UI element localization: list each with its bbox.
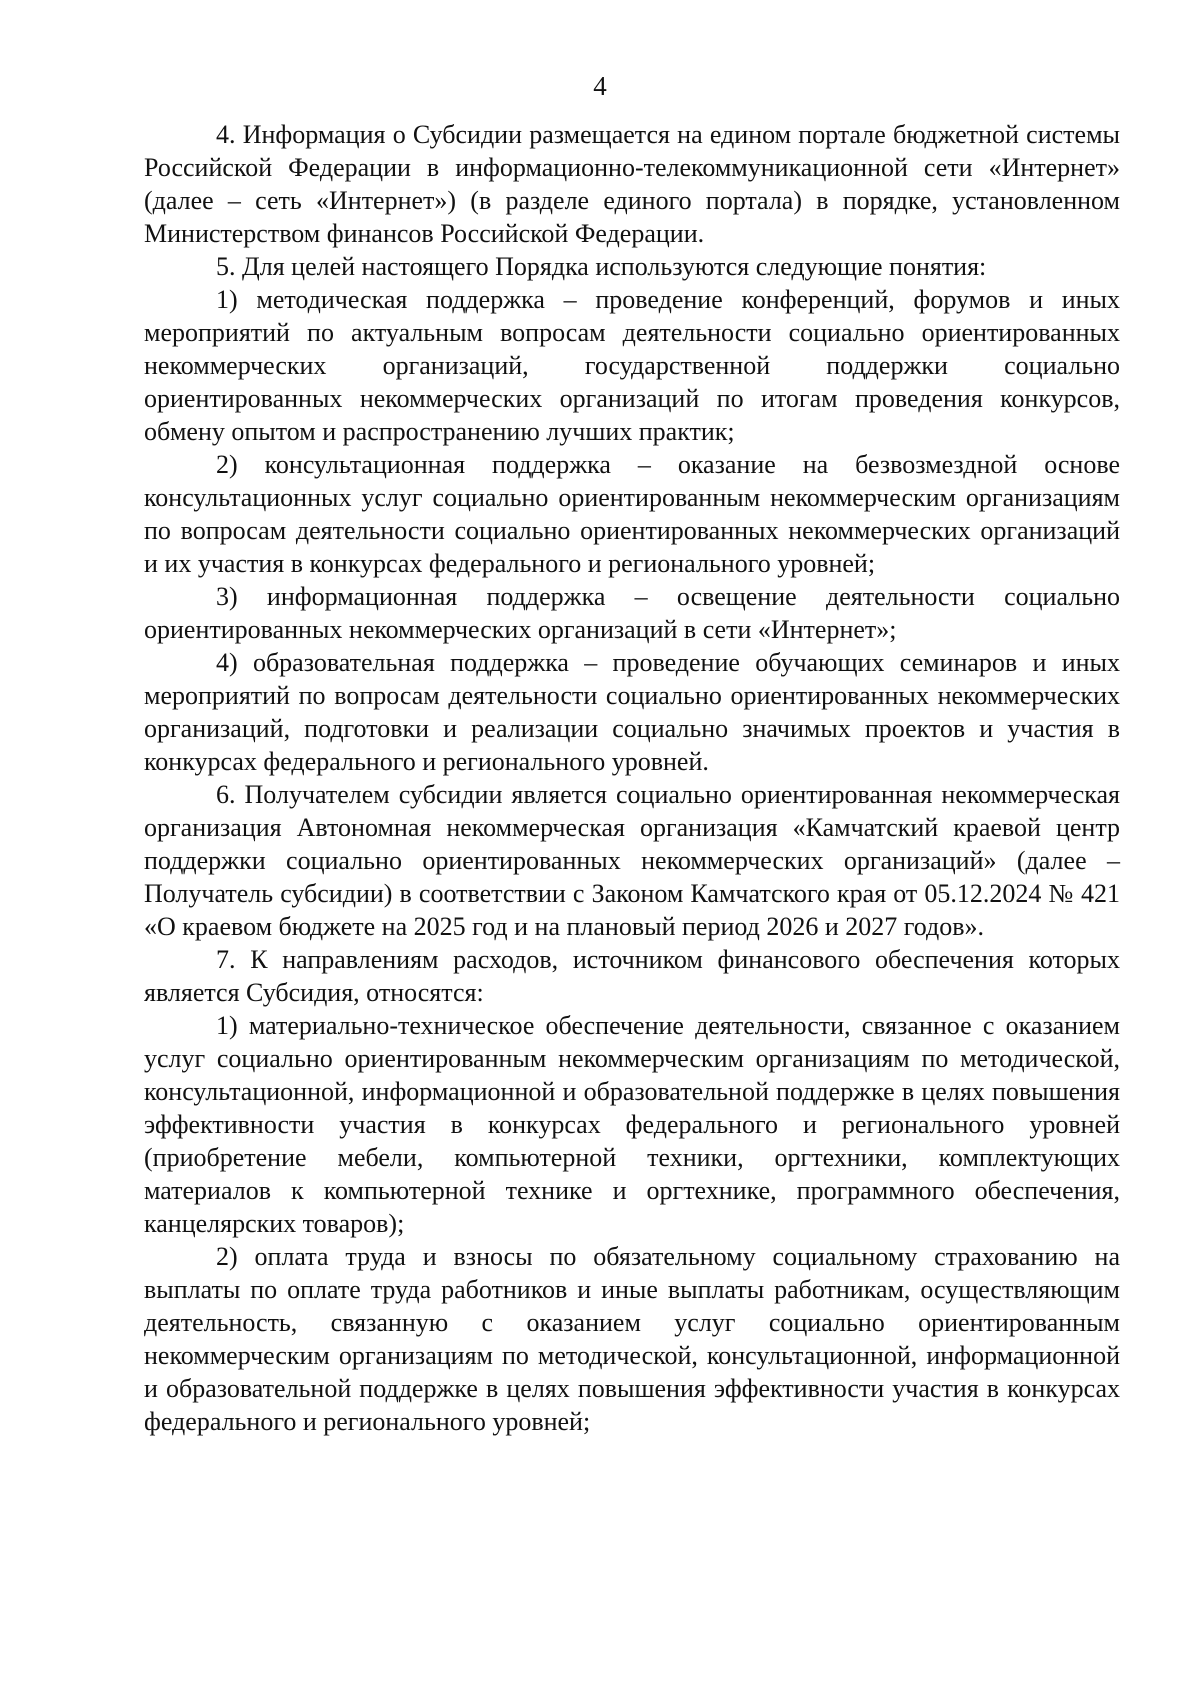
- paragraph-5-4-educational-support: 4) образовательная поддержка – проведение обучающих семинаров и иных мероприятий по вопросам деятельности социально ориентированных некоммерческих организаций, подготовки и реализации социально значимых проектов и участия в конкурсах федерального и регионального уровней.: [144, 648, 1120, 776]
- paragraph-7-1-material-support: 1) материально-техническое обеспечение деятельности, связанное с оказанием услуг социально ориентированным некоммерческим организациям по методической, консультационной, информационной и образовательной поддержке в целях повышения эффективности участия в конкурсах федерального и регионального уровней (приобретение мебели, компьютерной техники, оргтехники, комплектующих материалов к компьютерной технике и оргтехнике, программного обеспечения, канцелярских товаров);: [144, 1011, 1120, 1238]
- paragraph-5-1-methodical-support: 1) методическая поддержка – проведение конференций, форумов и иных мероприятий по актуальным вопросам деятельности социально ориентированных некоммерческих организаций, государственной поддержки социально ориентированных некоммерческих организаций по итогам проведения конкурсов, обмену опытом и распространению лучших практик;: [144, 285, 1120, 446]
- paragraph-5-definitions-intro: 5. Для целей настоящего Порядка используются следующие понятия:: [216, 252, 987, 281]
- paragraph-5-3-information-support: 3) информационная поддержка – освещение деятельности социально ориентированных некоммерческих организаций в сети «Интернет»;: [144, 582, 1120, 644]
- paragraph-7-expense-directions: 7. К направлениям расходов, источником финансового обеспечения которых является Субсидия, относятся:: [144, 945, 1120, 1007]
- paragraph-7-2-labor-payments: 2) оплата труда и взносы по обязательному социальному страхованию на выплаты по оплате труда работников и иные выплаты работникам, осуществляющим деятельность, связанную с оказанием услуг социально ориентированным некоммерческим организациям по методической, консультационной, информационной и образовательной поддержке в целях повышения эффективности участия в конкурсах федерального и регионального уровней;: [144, 1242, 1120, 1436]
- page-number: 4: [593, 71, 607, 101]
- paragraph-5-2-consulting-support: 2) консультационная поддержка – оказание на безвозмездной основе консультационных услуг социально ориентированным некоммерческим организациям по вопросам деятельности социально ориентированных некоммерческих организаций и их участия в конкурсах федерального и регионального уровней;: [144, 450, 1120, 578]
- document-body: [144, 118, 1120, 1438]
- paragraph-6-recipient: 6. Получателем субсидии является социально ориентированная некоммерческая организация Автономная некоммерческая организация «Камчатский краевой центр поддержки социально ориентированных некоммерческих организаций» (далее – Получатель субсидии) в соответствии с Законом Камчатского края от 05.12.2024 № 421 «О краевом бюджете на 2025 год и на плановый период 2026 и 2027 годов».: [144, 780, 1120, 941]
- paragraph-4-portal-info: 4. Информация о Субсидии размещается на едином портале бюджетной системы Российской Федерации в информационно-телекоммуникационной сети «Интернет» (далее – сеть «Интернет») (в разделе единого портала) в порядке, установленном Министерством финансов Российской Федерации.: [144, 120, 1120, 248]
